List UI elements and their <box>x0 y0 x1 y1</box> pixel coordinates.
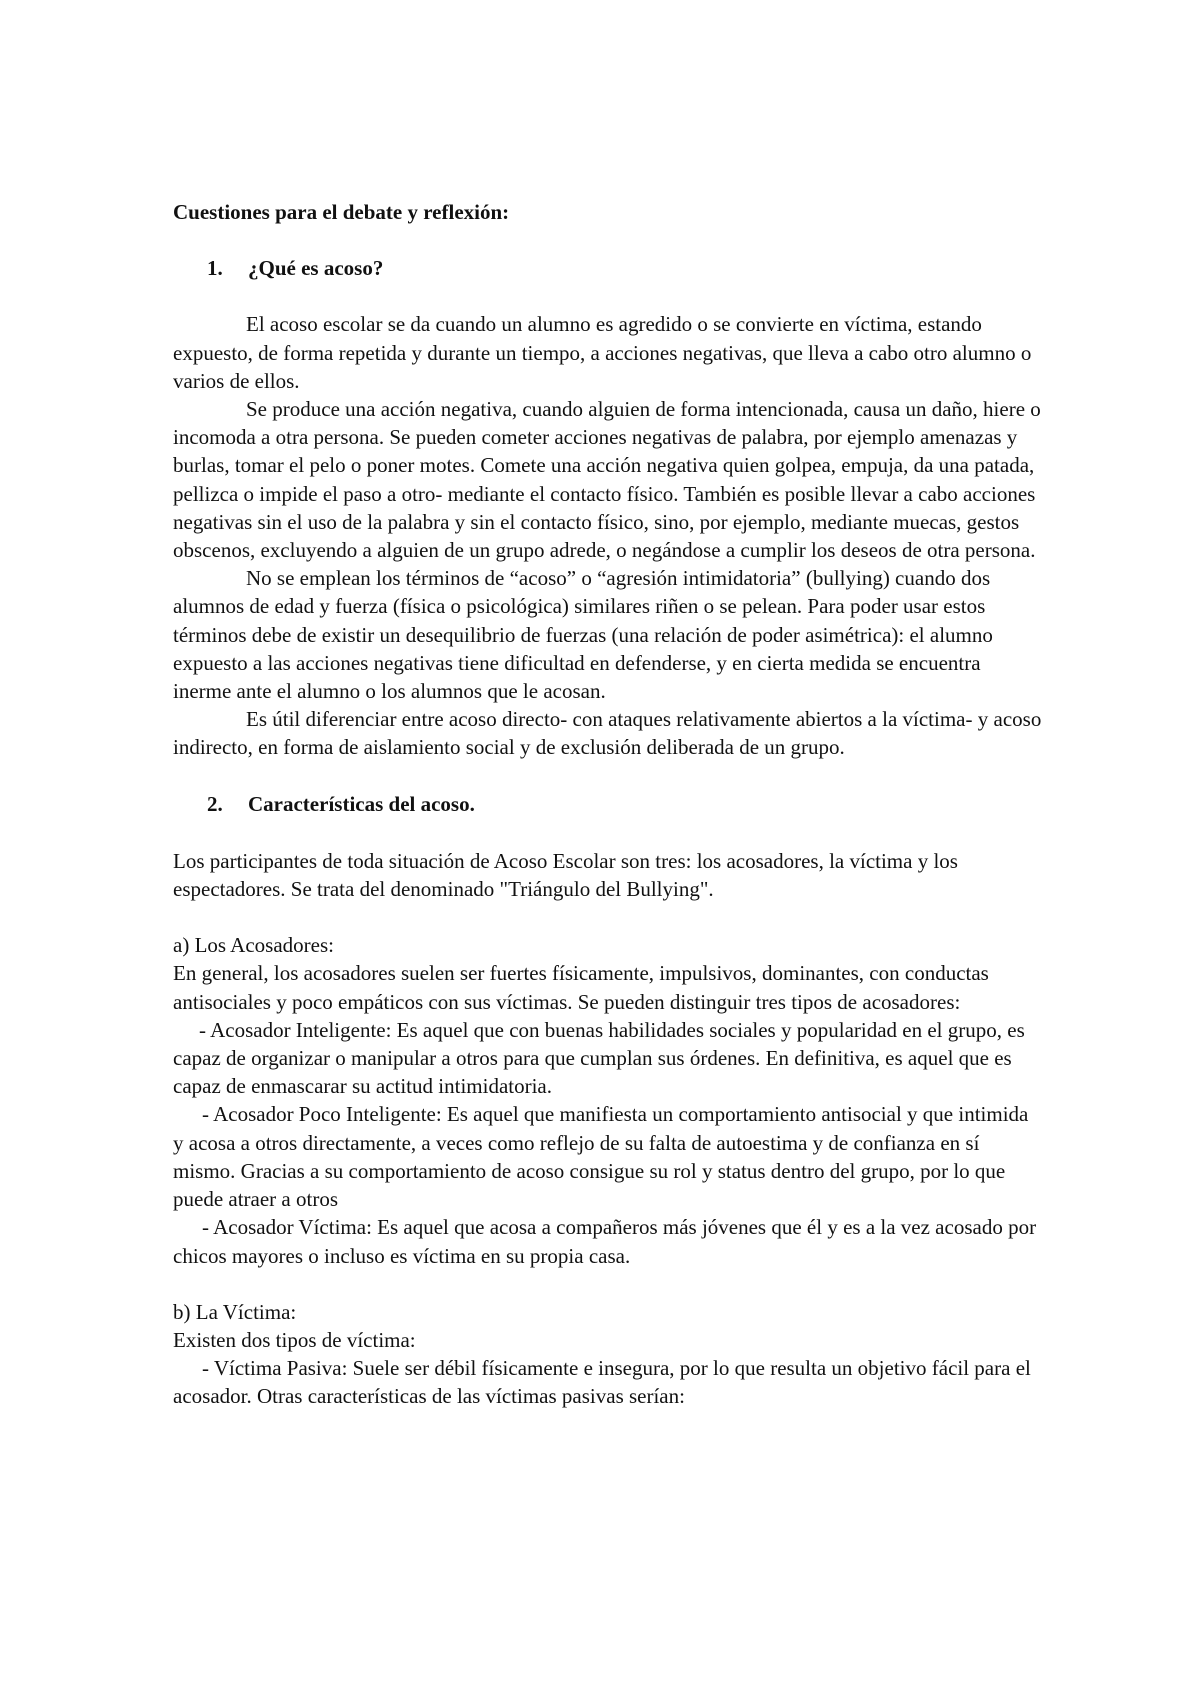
spacer <box>173 282 1043 310</box>
section-2-number: 2. <box>207 791 223 816</box>
section-2-heading <box>173 790 1043 818</box>
spacer <box>173 762 1043 790</box>
acosadores-label: a) Los Acosadores: <box>173 933 334 958</box>
acosador-poco-inteligente-item: - Acosador Poco Inteligente: Es aquel que manifiesta un comportamiento antisocial y que intimida y acosa a otros directamente, a veces como reflejo de su falta de autoestima y de confianza en sí mismo. Gracias a su comportamiento de acoso consigue su rol y status dentro del grupo, por lo que puede atraer a otros <box>173 1102 1029 1212</box>
section-1-paragraph-4: Es útil diferenciar entre acoso directo- con ataques relativamente abiertos a la víctima- y acoso indirecto, en forma de aislamiento social y de exclusión deliberada de un grupo. <box>173 707 1042 760</box>
victima-label: b) La Víctima: <box>173 1299 297 1324</box>
victima-text: Existen dos tipos de víctima: <box>173 1327 416 1352</box>
section-1-paragraph-1: El acoso escolar se da cuando un alumno es agredido o se convierte en víctima, estando expuesto, de forma repetida y durante un tiempo, a acciones negativas, que lleva a cabo otro alumno o varios de ellos. <box>173 312 1032 393</box>
spacer <box>173 1270 1043 1298</box>
section-1-paragraph-3: No se emplean los términos de “acoso” o “agresión intimidatoria” (bullying) cuando dos alumnos de edad y fuerza (física o psicológica) similares riñen o se pelean. Para poder usar estos términos debe de existir un desequilibrio de fuerzas (una relación de poder asimétrica): el alumno expuesto a las acciones negativas tiene dificultad en defenderse, y en cierta medida se encuentra inerme ante el alumno o los alumnos que le acosan. <box>173 566 993 704</box>
document-title: Cuestiones para el debate y reflexión: <box>173 200 510 224</box>
victima-pasiva-item: - Víctima Pasiva: Suele ser débil físicamente e insegura, por lo que resulta un objetivo fácil para el acosador. Otras características de las víctimas pasivas serían: <box>173 1356 1031 1409</box>
section-1-title: ¿Qué es acoso? <box>248 256 384 281</box>
acosadores-text: En general, los acosadores suelen ser fuertes físicamente, impulsivos, dominantes, con conductas antisociales y poco empáticos con sus víctimas. Se pueden distinguir tres tipos de acosadores: <box>173 961 989 1014</box>
section-1-paragraph-2: Se produce una acción negativa, cuando alguien de forma intencionada, causa un daño, hiere o incomoda a otra persona. Se pueden cometer acciones negativas de palabra, por ejemplo amenazas y burlas, tomar el pelo o poner motes. Comete una acción negativa quien golpea, empuja, da una patada, pellizca o impide el paso a otro- mediante el contacto físico. También es posible llevar a cabo acciones negativas sin el uso de la palabra y sin el contacto físico, sino, por ejemplo, mediante muecas, gestos obscenos, excluyendo a alguien de un grupo adrede, o negándose a cumplir los deseos de otra persona. <box>173 397 1041 563</box>
document-content <box>173 198 1043 1411</box>
spacer <box>173 903 1043 931</box>
section-2-intro: Los participantes de toda situación de Acoso Escolar son tres: los acosadores, la víctima y los espectadores. Se trata del denominado "Triángulo del Bullying". <box>173 848 958 902</box>
section-1-number: 1. <box>207 256 223 281</box>
spacer <box>173 818 1043 847</box>
acosador-inteligente-item: - Acosador Inteligente: Es aquel que con buenas habilidades sociales y popularidad en el grupo, es capaz de organizar o manipular a otros para que cumplan sus órdenes. En definitiva, es aquel que es capaz de enmascarar su actitud intimidatoria. <box>173 1017 1025 1099</box>
section-1-heading <box>173 254 1043 282</box>
section-2-title: Características del acoso. <box>248 791 475 816</box>
acosador-victima-item: - Acosador Víctima: Es aquel que acosa a compañeros más jóvenes que él y es a la vez acosado por chicos mayores o incluso es víctima en su propia casa. <box>173 1215 1037 1268</box>
